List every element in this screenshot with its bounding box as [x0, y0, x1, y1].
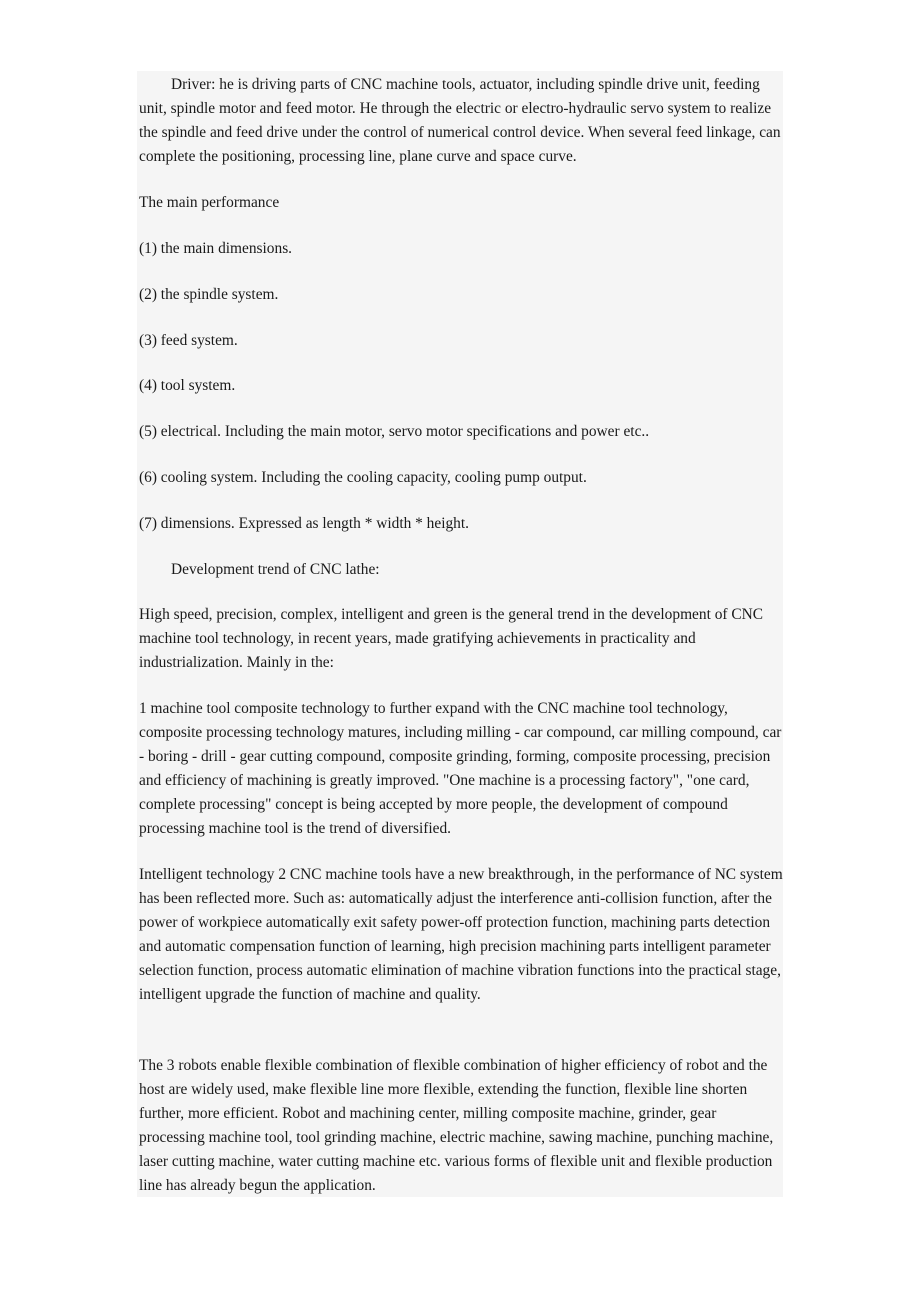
paragraph-robots: The 3 robots enable flexible combination of flexible combination of higher efficiency of robot and the host are widely used, make flexible line more flexible, extending the function, flexible line shorten further, more efficient. Robot and machining center, milling composite machine, grinder, gear processing machine tool, tool grinding machine, electric machine, sawing machine, punching machine, laser cutting machine, water cutting machine etc. various forms of flexible unit and flexible production line has already begun the application.	[139, 1057, 774, 1194]
list-item-dimensions: (7) dimensions. Expressed as length * width * height.	[139, 515, 469, 532]
heading-main-performance: The main performance	[139, 194, 280, 211]
paragraph-intelligent-technology: Intelligent technology 2 CNC machine tools have a new breakthrough, in the performance of NC system has been reflected more. Such as: automatically adjust the interference anti-collision function, after the power of workpiece automatically exit safety power-off protection function, machining parts detection and automatic compensation function of learning, high precision machining parts intelligent parameter selection function, process automatic elimination of machine vibration functions into the practical stage, intelligent upgrade the function of machine and quality.	[139, 866, 783, 1003]
list-item-tool-system: (4) tool system.	[139, 377, 236, 394]
list-item-feed-system: (3) feed system.	[139, 332, 238, 349]
list-item-spindle-system: (2) the spindle system.	[139, 286, 279, 303]
paragraph-driver: Driver: he is driving parts of CNC machine tools, actuator, including spindle drive unit, feeding unit, spindle motor and feed motor. He through the electric or electro-hydraulic servo system to realize the spindle and feed drive under the control of numerical control device. When several feed linkage, can complete the positioning, processing line, plane curve and space curve.	[139, 76, 781, 165]
paragraph-composite-technology: 1 machine tool composite technology to further expand with the CNC machine tool technology, composite processing technology matures, including milling - car compound, car milling compound, car - boring - drill - gear cutting compound, composite grinding, forming, composite processing, precision and efficiency of machining is greatly improved. "One machine is a processing factory", "one card, complete processing" concept is being accepted by more people, the development of compound processing machine tool is the trend of diversified.	[139, 700, 782, 837]
list-item-electrical: (5) electrical. Including the main motor, servo motor specifications and power etc..	[139, 423, 650, 440]
list-item-main-dimensions: (1) the main dimensions.	[139, 240, 293, 257]
paragraph-general-trend: High speed, precision, complex, intelligent and green is the general trend in the development of CNC machine tool technology, in recent years, made gratifying achievements in practicality and industrialization. Mainly in the:	[139, 606, 764, 671]
heading-development-trend: Development trend of CNC lathe:	[171, 561, 380, 578]
list-item-cooling-system: (6) cooling system. Including the cooling capacity, cooling pump output.	[139, 469, 587, 486]
document-body	[137, 71, 783, 1197]
